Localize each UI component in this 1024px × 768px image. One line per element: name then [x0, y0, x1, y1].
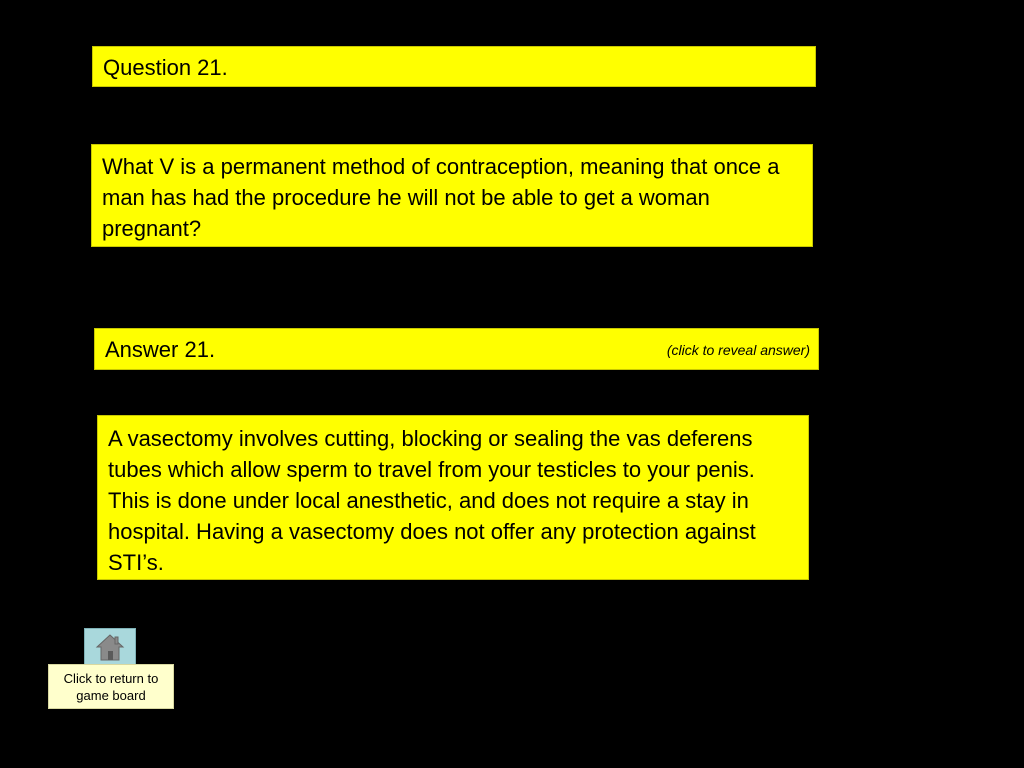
question-title: Question 21. [103, 55, 228, 80]
question-text-box [91, 144, 813, 247]
reveal-answer-button[interactable] [94, 328, 819, 370]
return-to-game-board-link[interactable] [48, 664, 174, 709]
answer-title: Answer 21. [105, 337, 216, 362]
home-button[interactable] [84, 628, 136, 666]
question-title-box [92, 46, 816, 87]
return-label-text: Click to return to game board [63, 671, 159, 703]
reveal-answer-hint[interactable]: (click to reveal answer) [666, 342, 810, 358]
answer-text: A vasectomy involves cutting, blocking or sealing the vas deferens tubes which allow sperm to travel from your testicles to your penis. This is done under local anesthetic, and does not require a stay in hospital. Having a vasectomy does not offer any protection against STI’s. [108, 426, 756, 575]
house-icon [95, 632, 125, 662]
question-text: What V is a permanent method of contraception, meaning that once a man has had the procedure he will not be able to get a woman pregnant? [102, 154, 780, 241]
answer-text-box [97, 415, 809, 580]
